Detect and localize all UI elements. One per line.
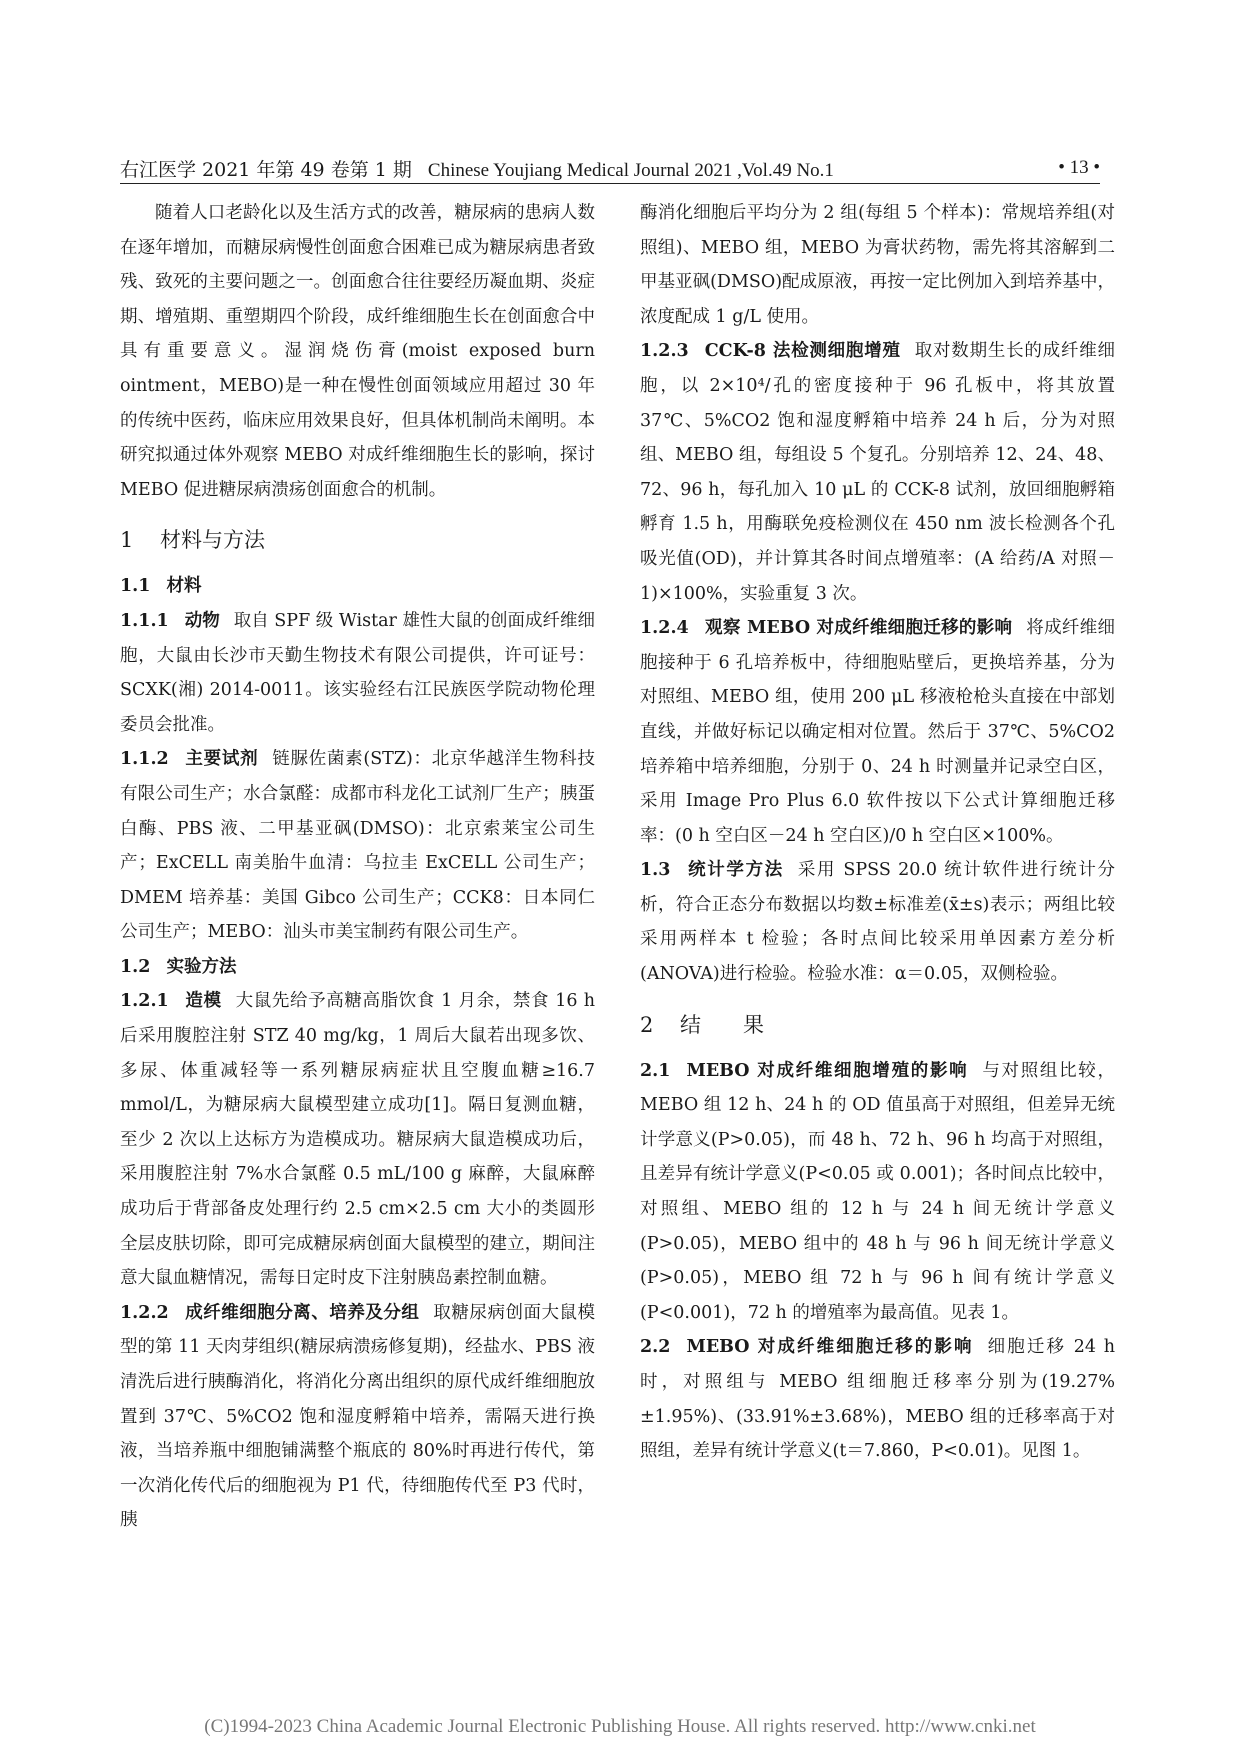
subsection-2-2-number: 2.2: [640, 1337, 671, 1358]
subsection-1-2-title: 实验方法: [166, 956, 237, 977]
left-column: [120, 196, 595, 1616]
subsection-2-1: [640, 1054, 1115, 1331]
subsection-1-1-2-title: 主要试剂: [184, 749, 259, 770]
subsection-2-1-number: 2.1: [640, 1060, 671, 1081]
subsection-1-2-3-text: 取对数期生长的成纤维细胞，以 2×10⁴/孔的密度接种于 96 孔板中，将其放置 37℃、5%CO2 饱和湿度孵箱中培养 24 h 后，分为对照组、MEBO 组，每组设 5 个复孔。分别培养 12、24、48、72、96 h，每孔加入 10 μL 的 CCK-8 试剂，放回细胞孵箱孵育 1.5 h，用酶联免疫检测仪在 450 nm 波长检测各个孔吸光值(OD)，并计算其各时间点增殖率：(A 给药/A 对照－1)×100%，实验重复 3 次。: [640, 341, 1115, 604]
continued-paragraph: 酶消化细胞后平均分为 2 组(每组 5 个样本)：常规培养组(对照组)、MEBO 组，MEBO 为膏状药物，需先将其溶解到二甲基亚砜(DMSO)配成原液，再按一定比例加入到培养基中，浓度配成 1 g/L 使用。: [640, 203, 1115, 327]
subsection-1-2-2-number: 1.2.2: [120, 1302, 169, 1323]
section-1-heading: [120, 521, 595, 559]
subsection-1-2-1-title: 造模: [184, 991, 222, 1012]
subsection-1-3-text: 采用 SPSS 20.0 统计软件进行统计分析，符合正态分布数据以均数±标准差(x̄±s)表示；两组比较采用两样本 t 检验；各时点间比较采用单因素方差分析(ANOVA)进行检验。检验水准：α＝0.05，双侧检验。: [640, 860, 1115, 985]
subsection-1-1-2: [120, 742, 595, 950]
subsection-1-2-2: [120, 1296, 595, 1538]
running-header: [120, 150, 1100, 186]
subsection-1-2-1: [120, 984, 595, 1295]
subsection-2-2-text: 细胞迁移 24 h 时，对照组与 MEBO 组细胞迁移率分别为(19.27%±1.95%)、(33.91%±3.68%)，MEBO 组的迁移率高于对照组，差异有统计学意义(t＝7.860，P<0.01)。见图 1。: [640, 1337, 1115, 1462]
subsection-1-3: [640, 853, 1115, 991]
subsection-1-1-title: 材料: [166, 576, 202, 597]
page-number: • 13 •: [1058, 157, 1100, 178]
subsection-2-2: [640, 1330, 1115, 1468]
subsection-1-2-3-number: 1.2.3: [640, 341, 689, 362]
subsection-1-1-2-text: 链脲佐菌素(STZ)：北京华越洋生物科技有限公司生产；水合氯醛：成都市科龙化工试剂厂生产；胰蛋白酶、PBS 液、二甲基亚砜(DMSO)：北京索莱宝公司生产；ExCELL 南美胎牛血清：乌拉圭 ExCELL 公司生产；DMEM 培养基：美国 Gibco 公司生产；CCK8：日本同仁公司生产；MEBO：汕头市美宝制药有限公司生产。: [120, 749, 595, 943]
section-1-title: 材料与方法: [160, 528, 265, 553]
subsection-1-2-number: 1.2: [120, 956, 151, 977]
subsection-1-2-1-text: 大鼠先给予高糖高脂饮食 1 月余，禁食 16 h 后采用腹腔注射 STZ 40 mg/kg，1 周后大鼠若出现多饮、多尿、体重减轻等一系列糖尿病症状且空腹血糖≥16.7 mmol/L，为糖尿病大鼠模型建立成功[1]。隔日复测血糖，至少 2 次以上达标方为造模成功。糖尿病大鼠造模成功后，采用腹腔注射 7%水合氯醛 0.5 mL/100 g 麻醉，大鼠麻醉成功后于背部备皮处理行约 2.5 cm×2.5 cm 大小的类圆形全层皮肤切除，即可完成糖尿病创面大鼠模型的建立，期间注意大鼠血糖情况，需每日定时皮下注射胰岛素控制血糖。: [120, 991, 595, 1289]
journal-citation-en: Chinese Youjiang Medical Journal 2021 ,Vol.49 No.1: [427, 159, 834, 181]
journal-citation: [120, 155, 834, 182]
subsection-2-1-title: MEBO 对成纤维细胞增殖的影响: [686, 1060, 969, 1081]
subsection-1-1-1-number: 1.1.1: [120, 610, 169, 631]
section-2-title: 结 果: [680, 1012, 764, 1037]
subsection-2-1-text: 与对照组比较，MEBO 组 12 h、24 h 的 OD 值虽高于对照组，但差异无统计学意义(P>0.05)，而 48 h、72 h、96 h 均高于对照组，且差异有统计学意义(P<0.05 或 0.001)；各时间点比较中，对照组、MEBO 组的 12 h 与 24 h 间无统计学意义(P>0.05)，MEBO 组中的 48 h 与 96 h 间无统计学意义(P>0.05)，MEBO 组 72 h 与 96 h 间有统计学意义(P<0.001)，72 h 的增殖率为最高值。见表 1。: [640, 1060, 1115, 1323]
subsection-1-3-number: 1.3: [640, 860, 671, 881]
subsection-1-2-4-number: 1.2.4: [640, 618, 689, 639]
subsection-1-2-4: [640, 611, 1115, 853]
subsection-2-2-title: MEBO 对成纤维细胞迁移的影响: [686, 1337, 974, 1358]
right-column: [640, 196, 1115, 1616]
subsection-1-2-3-title: CCK-8 法检测细胞增殖: [704, 341, 901, 362]
subsection-1-1-2-number: 1.1.2: [120, 749, 169, 770]
section-2-heading: [640, 1006, 1115, 1044]
subsection-1-3-title: 统计学方法: [686, 860, 784, 881]
copyright-footer: (C)1994-2023 China Academic Journal Electronic Publishing House. All rights reserved. http://www.cnki.net: [204, 1716, 1036, 1737]
journal-citation-cn: 右江医学 2021 年第 49 卷第 1 期: [120, 158, 412, 181]
subsection-1-1-1-title: 动物: [184, 610, 220, 631]
intro-paragraph: 随着人口老龄化以及生活方式的改善，糖尿病的患病人数在逐年增加，而糖尿病慢性创面愈合困难已成为糖尿病患者致残、致死的主要问题之一。创面愈合往往要经历凝血期、炎症期、增殖期、重塑期四个阶段，成纤维细胞生长在创面愈合中具有重要意义。湿润烧伤膏(moist exposed burn ointment，MEBO)是一种在慢性创面领域应用超过 30 年的传统中医药，临床应用效果良好，但具体机制尚未阐明。本研究拟通过体外观察 MEBO 对成纤维细胞生长的影响，探讨 MEBO 促进糖尿病溃疡创面愈合的机制。: [120, 203, 595, 500]
subsection-1-2-heading: [120, 950, 595, 985]
subsection-1-2-2-text: 取糖尿病创面大鼠模型的第 11 天肉芽组织(糖尿病溃疡修复期)，经盐水、PBS 液清洗后进行胰酶消化，将消化分离出组织的原代成纤维细胞放置到 37℃、5%CO2 饱和湿度孵箱中培养，需隔天进行换液，当培养瓶中细胞铺满整个瓶底的 80%时再进行传代，第一次消化传代后的细胞视为 P1 代，待细胞传代至 P3 代时，胰: [120, 1302, 595, 1531]
subsection-1-1-1: [120, 604, 595, 742]
subsection-1-1-number: 1.1: [120, 576, 151, 597]
section-2-number: 2: [640, 1012, 654, 1037]
subsection-1-1-heading: [120, 569, 595, 604]
section-1-number: 1: [120, 528, 134, 553]
header-rule: [120, 183, 1100, 184]
subsection-1-2-1-number: 1.2.1: [120, 991, 169, 1012]
subsection-1-2-3: [640, 334, 1115, 611]
subsection-1-1-1-text: 取自 SPF 级 Wistar 雄性大鼠的创面成纤维细胞，大鼠由长沙市天勤生物技术有限公司提供，许可证号：SCXK(湘) 2014-0011。该实验经右江民族医学院动物伦理委员会批准。: [120, 610, 595, 735]
subsection-1-2-2-title: 成纤维细胞分离、培养及分组: [184, 1302, 420, 1323]
subsection-1-2-4-text: 将成纤维细胞接种于 6 孔培养板中，待细胞贴壁后，更换培养基，分为对照组、MEBO 组，使用 200 μL 移液枪枪头直接在中部划直线，并做好标记以确定相对位置。然后于 37℃、5%CO2 培养箱中培养细胞，分别于 0、24 h 时测量并记录空白区，采用 Image Pro Plus 6.0 软件按以下公式计算细胞迁移率：(0 h 空白区－24 h 空白区)/0 h 空白区×100%。: [640, 618, 1115, 846]
subsection-1-2-4-title: 观察 MEBO 对成纤维细胞迁移的影响: [704, 618, 1013, 639]
